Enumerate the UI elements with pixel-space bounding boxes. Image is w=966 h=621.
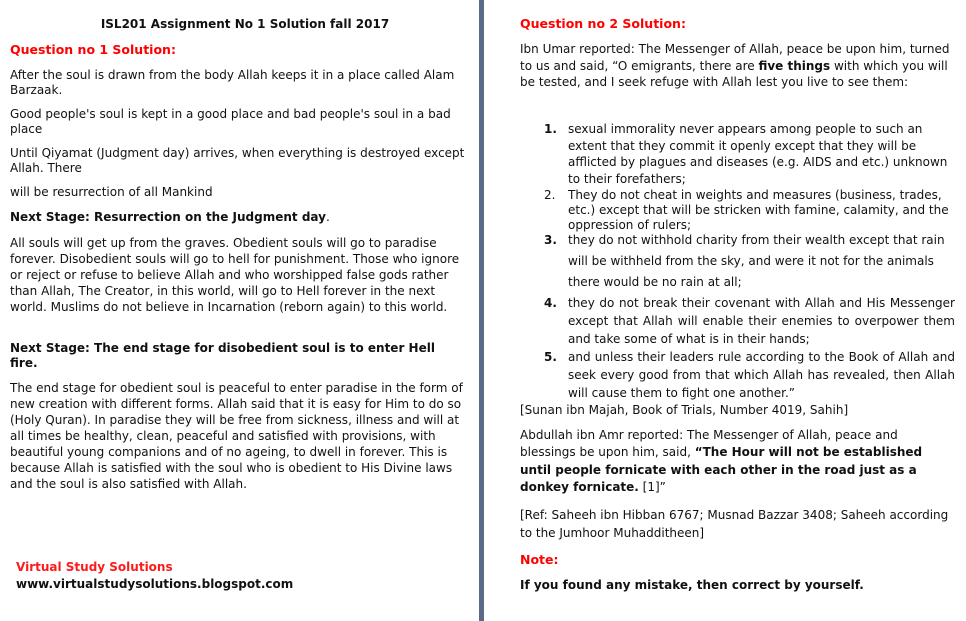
stage-2-heading: Next Stage: The end stage for disobedient soul is to enter Hell fire. bbox=[10, 341, 435, 370]
list-number: 1. bbox=[544, 122, 557, 136]
document-title: ISL201 Assignment No 1 Solution fall 2017 bbox=[100, 17, 390, 31]
list-text: sexual immorality never appears among people to such an extent that they commit it openly except that they will be afflicted by plagues and diseases (e.g. AIDS and etc.) unknown to their forefathers; bbox=[568, 122, 948, 186]
list-text: and unless their leaders rule according to the Book of Allah and seek every good from that which Allah has revealed, then Allah will cause them to fight one another.” bbox=[568, 350, 955, 400]
list-number: 2. bbox=[544, 188, 556, 202]
page-divider bbox=[479, 0, 484, 621]
note-text: If you found any mistake, then correct by yourself. bbox=[520, 578, 864, 592]
list-text: They do not cheat in weights and measures (business, trades, etc.) except that will be stricken with famine, calamity, and the oppression of rulers; bbox=[568, 188, 949, 232]
list-number: 3. bbox=[544, 233, 557, 247]
question-1-heading: Question no 1 Solution: bbox=[10, 42, 176, 57]
footer-brand: Virtual Study Solutions bbox=[16, 560, 173, 574]
footer-url[interactable]: www.virtualstudysolutions.blogspot.com bbox=[16, 577, 294, 591]
intro-bold: five things bbox=[758, 58, 831, 73]
list-text: they do not break their covenant with Allah and His Messenger except that Allah will enable their enemies to overpower them and take some of what is in their hands; bbox=[568, 296, 955, 346]
paragraph: After the soul is drawn from the body Allah keeps it in a place called Alam Barzaak. bbox=[10, 68, 455, 97]
stage-1-heading: Next Stage: Resurrection on the Judgment day bbox=[10, 210, 326, 224]
hadith-text: [1]” bbox=[638, 479, 666, 494]
paragraph bbox=[520, 41, 956, 91]
paragraph: Until Qiyamat (Judgment day) arrives, when everything is destroyed except Allah. There bbox=[10, 146, 465, 175]
paragraph: All souls will get up from the graves. Obedient souls will go to paradise forever. Disobedient souls will go to hell for punishment. Those who ignore or reject or refuse to believe Allah and who worshipped false gods rather than Allah, The Creator, in this world, will go to Hell forever in the next world. Muslims do not believe in Incarnation (reborn again) to this world. bbox=[10, 236, 460, 314]
hadith-text: Abdullah ibn Amr reported: The Messenger of Allah, peace and blessings be upon him, said, bbox=[520, 428, 898, 460]
paragraph: will be resurrection of all Mankind bbox=[10, 185, 213, 199]
source-reference: [Sunan ibn Majah, Book of Trials, Number 4019, Sahih] bbox=[520, 403, 849, 417]
intro-text: Ibn Umar reported: The Messenger of Allah, peace be upon him, turned to us and said, “O emigrants, there are bbox=[520, 42, 950, 73]
list-number: 5. bbox=[544, 350, 557, 364]
source-reference: [Ref: Saheeh ibn Hibban 6767; Musnad Bazzar 3408; Saheeh according to the Jumhoor Muhadditheen] bbox=[520, 508, 949, 540]
list-text: they do not withhold charity from their wealth except that rain will be withheld from the sky, and were it not for the animals there would be no rain at all; bbox=[568, 233, 945, 289]
section-heading bbox=[10, 209, 465, 225]
list-number: 4. bbox=[544, 296, 557, 310]
note-heading: Note: bbox=[520, 552, 559, 567]
heading-period: . bbox=[325, 210, 330, 224]
question-2-heading: Question no 2 Solution: bbox=[520, 16, 686, 31]
paragraph: The end stage for obedient soul is peaceful to enter paradise in the form of new creation with different forms. Allah said that it is easy for Him to do so (Holy Quran). In paradise they will be free from sickness, illness and will at all times be healthy, clean, peaceful and satisfied with provisions, with beautiful young companions and of no ageing, to dwell in forever. This is because Allah is satisfied with the soul who is obedient to His Divine laws and the soul is also satisfied with Allah. bbox=[10, 381, 463, 491]
paragraph bbox=[520, 427, 956, 496]
hadith-bold: “The Hour will not be established until people fornicate with each other in the road just as a donkey fornicate. bbox=[520, 445, 923, 494]
paragraph: Good people's soul is kept in a good place and bad people's soul in a bad place bbox=[10, 107, 451, 136]
intro-text: with which you will be tested, and I seek refuge with Allah lest you live to see them: bbox=[520, 58, 948, 89]
